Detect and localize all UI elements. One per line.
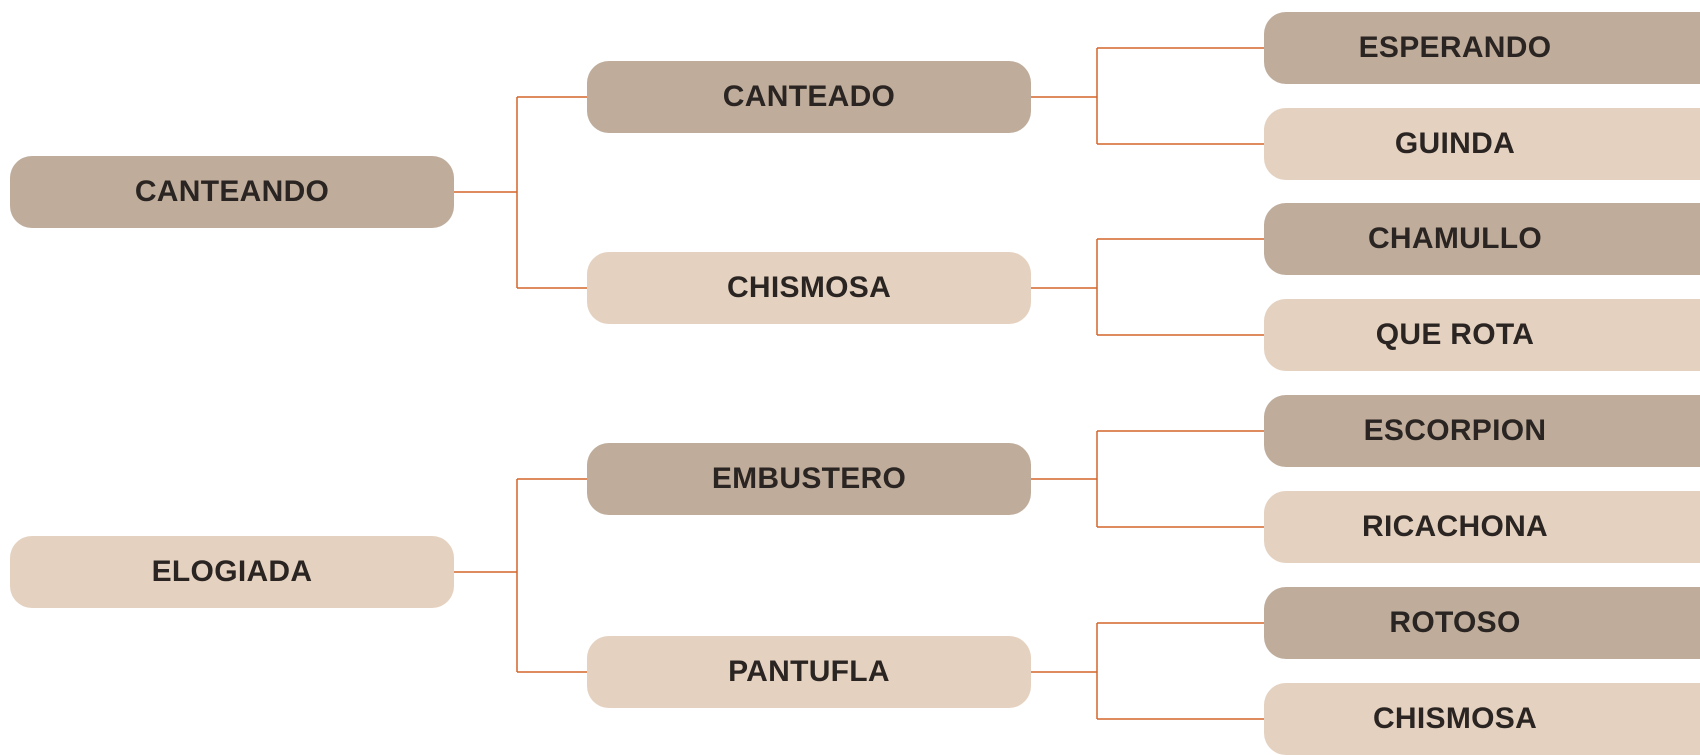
- node-label: EMBUSTERO: [711, 462, 907, 495]
- node-label: CANTEANDO: [134, 175, 330, 208]
- node-embustero: [587, 443, 1031, 515]
- connector-pantufla: [1031, 623, 1264, 719]
- node-canteado: [587, 61, 1031, 133]
- node-label: GUINDA: [1394, 127, 1516, 160]
- node-label: ESPERANDO: [1358, 31, 1552, 64]
- node-que-rota: [1264, 299, 1700, 371]
- node-label: CANTEADO: [722, 80, 896, 113]
- node-label: ELOGIADA: [151, 555, 313, 588]
- connector-chismosa: [1031, 239, 1264, 335]
- node-label: ESCORPION: [1363, 414, 1547, 447]
- node-chamullo: [1264, 203, 1700, 275]
- node-chismosa: [587, 252, 1031, 324]
- connector-canteando: [454, 97, 587, 288]
- node-guinda: [1264, 108, 1700, 180]
- node-label: CHAMULLO: [1367, 222, 1543, 255]
- node-elogiada: [10, 536, 454, 608]
- node-esperando: [1264, 12, 1700, 84]
- node-pantufla: [587, 636, 1031, 708]
- connector-embustero: [1031, 431, 1264, 527]
- node-ricachona: [1264, 491, 1700, 563]
- connector-canteado: [1031, 48, 1264, 144]
- node-rotoso: [1264, 587, 1700, 659]
- connector-elogiada: [454, 479, 587, 672]
- node-escorpion: [1264, 395, 1700, 467]
- node-label: RICACHONA: [1361, 510, 1549, 543]
- node-label: CHISMOSA: [1372, 702, 1538, 735]
- node-label: CHISMOSA: [726, 271, 892, 304]
- node-label: ROTOSO: [1389, 606, 1521, 639]
- node-label: PANTUFLA: [728, 655, 890, 688]
- node-label: QUE ROTA: [1375, 318, 1535, 351]
- node-chismosa-2: [1264, 683, 1700, 755]
- node-canteando: [10, 156, 454, 228]
